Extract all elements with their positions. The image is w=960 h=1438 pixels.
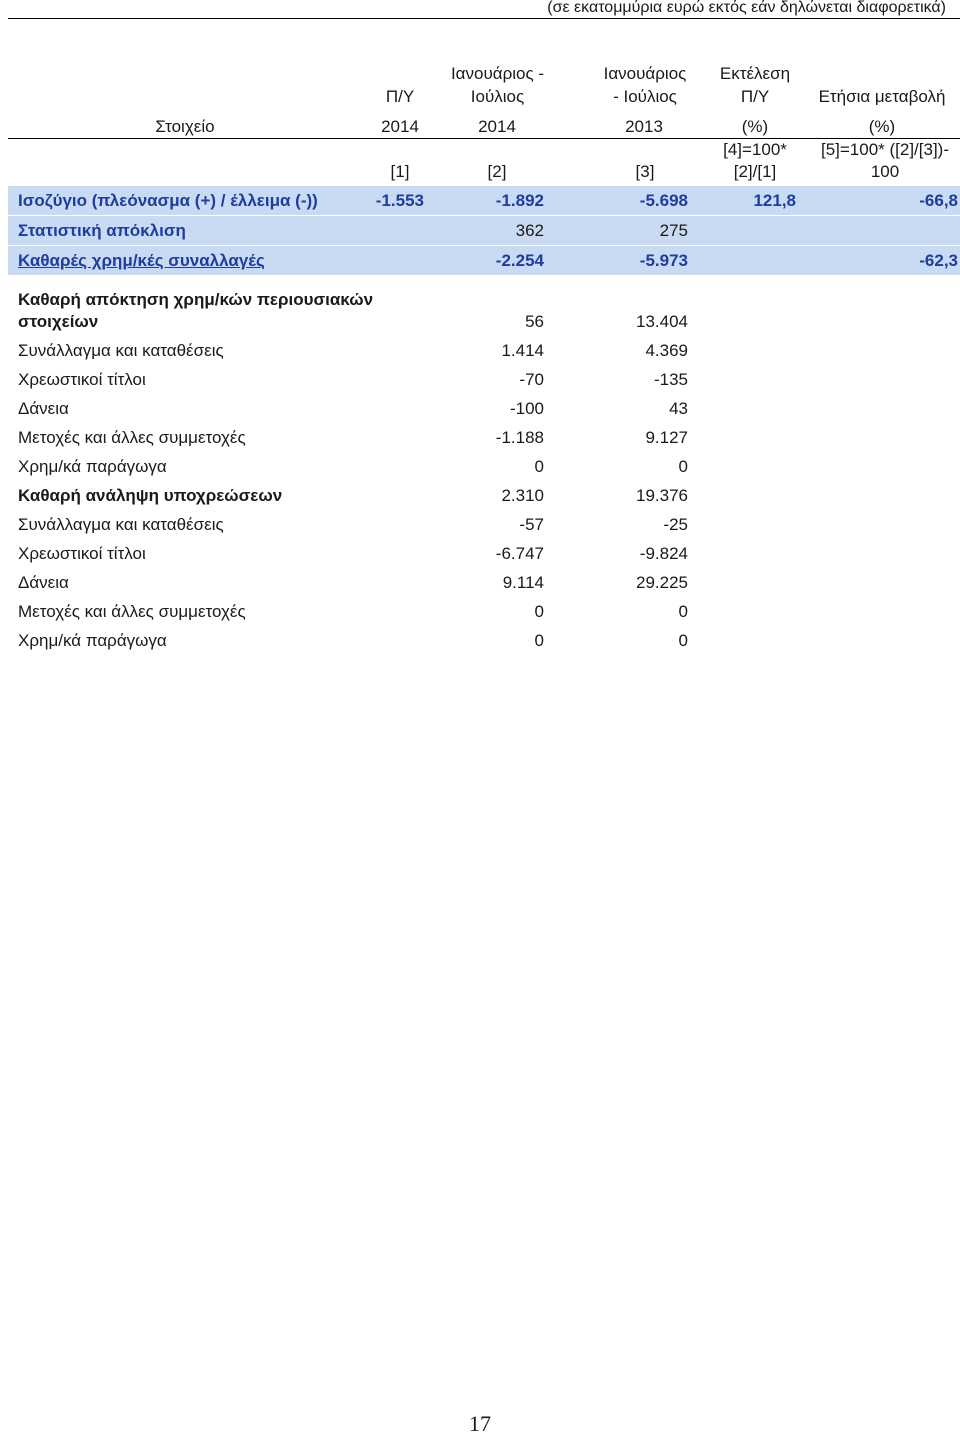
cell-col2: 0 bbox=[534, 631, 544, 650]
table-row bbox=[8, 394, 960, 423]
header-col5-year: (%) bbox=[868, 117, 896, 136]
header-col2-code: [2] bbox=[487, 162, 507, 181]
cell-col3: 43 bbox=[669, 399, 688, 418]
row-label-line2: στοιχείων bbox=[18, 312, 99, 331]
cell-col3: 0 bbox=[678, 457, 688, 476]
header-col4-code1: [4]=100* bbox=[723, 140, 787, 159]
header-col2-year: 2014 bbox=[478, 117, 516, 136]
cell-col2: -6.747 bbox=[495, 544, 544, 563]
cell-col5: -66,8 bbox=[919, 191, 958, 210]
table-row bbox=[8, 336, 960, 365]
header-col5-code2: 100 bbox=[870, 162, 900, 181]
header-col3-code: [3] bbox=[635, 162, 655, 181]
header-col3-year: 2013 bbox=[625, 117, 663, 136]
table-row-net-transactions bbox=[8, 246, 960, 275]
cell-col3: 4.369 bbox=[645, 341, 688, 360]
row-label: Χρημ/κά παράγωγα bbox=[18, 457, 167, 476]
row-label-line1: Καθαρή απόκτηση χρημ/κών περιουσιακών bbox=[18, 290, 374, 309]
header-col1-top: Π/Υ bbox=[385, 87, 415, 106]
header-item-label: Στοιχείο bbox=[155, 117, 215, 136]
cell-col3: 13.404 bbox=[636, 312, 688, 331]
cell-col3: -9.824 bbox=[639, 544, 688, 563]
header-col4-top2: Π/Υ bbox=[740, 87, 770, 106]
table-row bbox=[8, 626, 960, 655]
row-label: Καθαρές χρημ/κές συναλλαγές bbox=[18, 251, 265, 270]
table-row bbox=[8, 365, 960, 394]
row-label: Δάνεια bbox=[18, 399, 69, 418]
row-label: Χρεωστικοί τίτλοι bbox=[18, 370, 146, 389]
page-number: 17 bbox=[469, 1411, 491, 1436]
cell-col2: 0 bbox=[534, 602, 544, 621]
header-col1-year: 2014 bbox=[381, 117, 419, 136]
cell-col3: 275 bbox=[659, 221, 688, 240]
cell-col4: 121,8 bbox=[753, 191, 796, 210]
header-col1-code: [1] bbox=[390, 162, 410, 181]
cell-col2: -1.188 bbox=[495, 428, 544, 447]
row-label: Δάνεια bbox=[18, 573, 69, 592]
row-label: Μετοχές και άλλες συμμετοχές bbox=[18, 602, 246, 621]
header-col2-top1: Ιανουάριος - bbox=[450, 64, 545, 83]
header-col5-top: Ετήσια μεταβολή bbox=[818, 87, 946, 106]
table-row bbox=[8, 597, 960, 626]
cell-col3: -5.698 bbox=[639, 191, 688, 210]
cell-col3: 19.376 bbox=[636, 486, 688, 505]
cell-col3: -135 bbox=[653, 370, 688, 389]
cell-col2: 362 bbox=[515, 221, 544, 240]
header-col4-top1: Εκτέλεση bbox=[719, 64, 791, 83]
table-row bbox=[8, 568, 960, 597]
table-row-balance bbox=[8, 186, 960, 215]
cell-col2: 9.114 bbox=[502, 573, 544, 592]
cell-col2: -100 bbox=[509, 399, 544, 418]
table-row-statistical-discrepancy bbox=[8, 216, 960, 245]
table-row-net-acquisition bbox=[8, 307, 960, 336]
cell-col3: 9.127 bbox=[645, 428, 688, 447]
header-col3-top2: - Ιούλιος bbox=[613, 87, 677, 106]
table-row bbox=[8, 423, 960, 452]
cell-col2: -2.254 bbox=[495, 251, 544, 270]
row-label: Ισοζύγιο (πλεόνασμα (+) / έλλειμα (-)) bbox=[18, 191, 318, 210]
row-label: Καθαρή ανάληψη υποχρεώσεων bbox=[18, 486, 283, 505]
cell-col2: 56 bbox=[525, 312, 544, 331]
header-col3-top1: Ιανουάριος bbox=[603, 64, 687, 83]
row-label: Στατιστική απόκλιση bbox=[18, 221, 186, 240]
cell-col1: -1.553 bbox=[375, 191, 424, 210]
cell-col2: 0 bbox=[534, 457, 544, 476]
cell-col3: 29.225 bbox=[636, 573, 688, 592]
row-label: Χρεωστικοί τίτλοι bbox=[18, 544, 146, 563]
header-col4-year: (%) bbox=[741, 117, 769, 136]
cell-col3: -5.973 bbox=[639, 251, 688, 270]
cell-col2: 1.414 bbox=[501, 341, 544, 360]
top-rule bbox=[8, 18, 960, 19]
table-row bbox=[8, 539, 960, 568]
cell-col2: 2.310 bbox=[501, 486, 544, 505]
cell-col3: 0 bbox=[678, 602, 688, 621]
unit-note: (σε εκατομμύρια ευρώ εκτός εάν δηλώνεται διαφορετικά) bbox=[547, 0, 946, 16]
table-row-net-liabilities bbox=[8, 481, 960, 510]
table-row bbox=[8, 510, 960, 539]
cell-col2: -57 bbox=[519, 515, 544, 534]
header-col5-code1: [5]=100* ([2]/[3])- bbox=[820, 140, 950, 159]
row-label: Συνάλλαγμα και καταθέσεις bbox=[18, 341, 224, 360]
cell-col3: 0 bbox=[678, 631, 688, 650]
row-label: Μετοχές και άλλες συμμετοχές bbox=[18, 428, 246, 447]
cell-col5: -62,3 bbox=[919, 251, 958, 270]
cell-col2: -70 bbox=[519, 370, 544, 389]
table-row bbox=[8, 452, 960, 481]
row-label: Χρημ/κά παράγωγα bbox=[18, 631, 167, 650]
row-label: Συνάλλαγμα και καταθέσεις bbox=[18, 515, 224, 534]
cell-col3: -25 bbox=[663, 515, 688, 534]
cell-col2: -1.892 bbox=[495, 191, 544, 210]
header-col2-top2: Ιούλιος bbox=[470, 87, 525, 106]
header-col4-code2: [2]/[1] bbox=[733, 162, 777, 181]
